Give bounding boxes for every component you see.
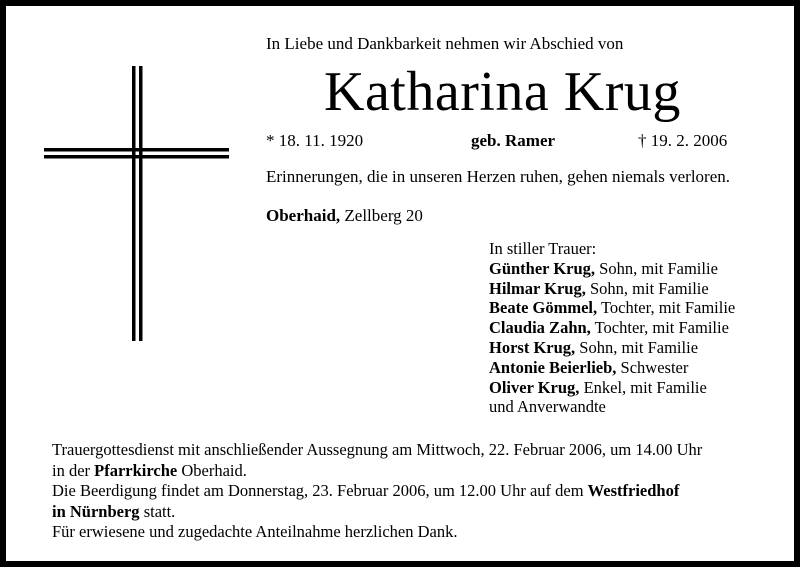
mourner-relation: Sohn, mit Familie xyxy=(575,337,699,357)
thanks-line: Für erwiesene und zugedachte Anteilnahme herzlichen Dank. xyxy=(52,522,458,541)
cemetery-city: in Nürnberg xyxy=(52,501,140,521)
mourner-row xyxy=(489,279,735,299)
burial-line xyxy=(52,481,702,502)
mourner-name: Antonie Beierlieb, xyxy=(489,357,617,377)
mourner-row xyxy=(489,318,735,338)
service-line: Trauergottesdienst mit anschließender Aussegnung am Mittwoch, 22. Februar 2006, um 14.00 Uhr xyxy=(52,440,703,459)
service-details xyxy=(52,440,702,543)
mourner-relation: Tochter, mit Familie xyxy=(590,318,729,338)
memorial-quote: Erinnerungen, die in unseren Herzen ruhen, gehen niemals verloren. xyxy=(266,167,731,186)
mourner-name: Oliver Krug, xyxy=(489,377,580,397)
residence xyxy=(266,206,423,226)
residence-town: Oberhaid, xyxy=(266,206,341,225)
mourner-name: Hilmar Krug, xyxy=(489,278,586,298)
mourner-row xyxy=(489,338,735,358)
mourner-name: Claudia Zahn, xyxy=(489,318,591,338)
maiden-name: geb. Ramer xyxy=(471,131,556,150)
mourner-relation: Sohn, mit Familie xyxy=(595,258,718,278)
mourner-relation: Tochter, mit Familie xyxy=(597,298,736,318)
mourner-name: Horst Krug, xyxy=(489,337,576,357)
mourners-closing: und Anverwandte xyxy=(489,397,606,417)
cemetery-name: Westfriedhof xyxy=(587,481,680,500)
intro-text: In Liebe und Dankbarkeit nehmen wir Abschied von xyxy=(266,34,624,53)
residence-street: Zellberg 20 xyxy=(340,206,423,225)
death-date: † 19. 2. 2006 xyxy=(638,131,728,150)
mourners-list xyxy=(489,239,735,417)
mourner-row xyxy=(489,378,735,398)
burial-line xyxy=(52,502,702,523)
church-name: Pfarrkirche xyxy=(94,460,178,480)
mourner-row xyxy=(489,298,735,318)
mourner-row xyxy=(489,358,735,378)
mourner-name: Beate Gömmel, xyxy=(489,298,598,318)
service-text: in der xyxy=(52,460,95,480)
burial-text: statt. xyxy=(139,501,176,521)
service-text: Oberhaid. xyxy=(177,460,247,480)
burial-text: Die Beerdigung findet am Donnerstag, 23. Februar 2006, um 12.00 Uhr auf dem xyxy=(52,481,588,500)
mourner-relation: Sohn, mit Familie xyxy=(585,278,709,298)
mourners-heading: In stiller Trauer: xyxy=(489,239,597,258)
deceased-name: Katharina Krug xyxy=(324,61,681,123)
service-line xyxy=(52,461,702,482)
birth-date: * 18. 11. 1920 xyxy=(266,131,364,150)
mourner-row xyxy=(489,259,735,279)
mourner-relation: Schwester xyxy=(616,357,689,377)
mourner-name: Günther Krug, xyxy=(489,258,596,278)
mourner-relation: Enkel, mit Familie xyxy=(579,377,707,397)
cross-icon xyxy=(44,66,229,341)
